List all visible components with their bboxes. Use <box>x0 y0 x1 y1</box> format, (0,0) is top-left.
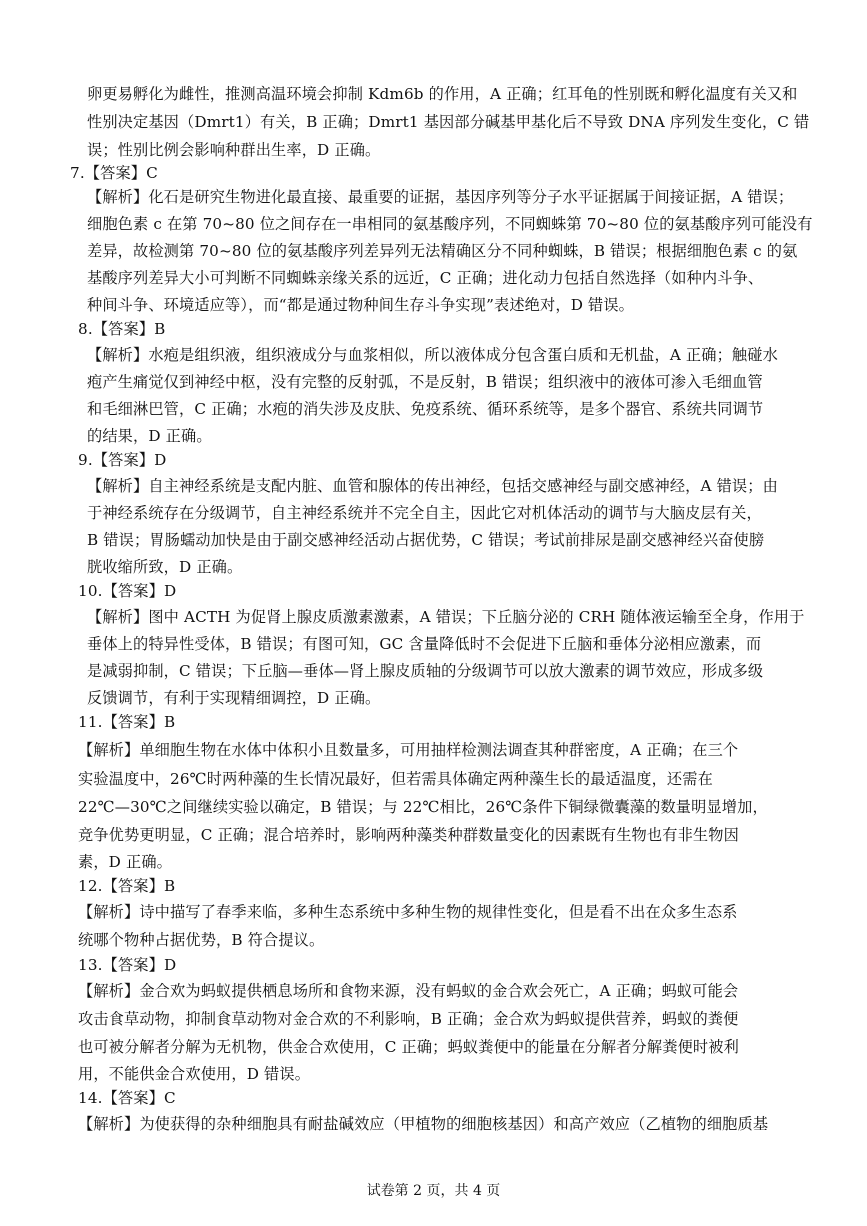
text-line: 误；性别比例会影响种群出生率，D 正确。 <box>87 141 381 159</box>
text-line: 差异，故检测第 70~80 位的氨基酸序列差异列无法精确区分不同种蜘蛛，B 错误；根据细胞色素 c 的氨 <box>87 242 798 260</box>
explanation-line: 【解析】为使获得的杂种细胞具有耐盐碱效应（甲植物的细胞核基因）和高产效应（乙植物的细胞质基 <box>78 1115 769 1133</box>
text-line: 胱收缩所致，D 正确。 <box>87 558 243 576</box>
text-line: 反馈调节，有利于实现精细调控，D 正确。 <box>87 689 381 707</box>
text-line: 卵更易孵化为雌性，推测高温环境会抑制 Kdm6b 的作用，A 正确；红耳龟的性别既和孵化温度有关又和 <box>87 85 798 103</box>
answer-line-11: 11.【答案】B <box>78 713 176 731</box>
answer-line-7: 7.【答案】C <box>70 164 158 182</box>
text-line: 于神经系统存在分级调节，自主神经系统并不完全自主，因此它对机体活动的调节与大脑皮层有关， <box>87 504 762 522</box>
text-line: 垂体上的特异性受体，B 错误；有图可知，GC 含量降低时不会促进下丘脑和垂体分泌相应激素，而 <box>87 635 762 653</box>
answer-line-14: 14.【答案】C <box>78 1089 176 1107</box>
text-line: 竞争优势更明显，C 正确；混合培养时，影响两种藻类种群数量变化的因素既有生物也有非生物因 <box>78 826 739 844</box>
text-line: 实验温度中，26℃时两种藻的生长情况最好，但若需具体确定两种藻生长的最适温度，还需在 <box>78 770 713 788</box>
text-line: 种间斗争、环境适应等），而“都是通过物种间生存斗争实现”表述绝对，D 错误。 <box>87 296 635 314</box>
text-line: 和毛细淋巴管，C 正确；水疱的消失涉及皮肤、免疫系统、循环系统等，是多个器官、系统共同调节 <box>87 400 764 418</box>
text-line: 22℃—30℃之间继续实验以确定，B 错误；与 22℃相比，26℃条件下铜绿微囊藻的数量明显增加， <box>78 798 768 816</box>
text-line: 细胞色素 c 在第 70~80 位之间存在一串相同的氨基酸序列，不同蜘蛛第 70~80 位的氨基酸序列可能没有 <box>87 215 813 233</box>
answer-line-13: 13.【答案】D <box>78 956 177 974</box>
text-line: 性别决定基因（Dmrt1）有关，B 正确；Dmrt1 基因部分碱基甲基化后不导致 DNA 序列发生变化，C 错 <box>87 113 810 131</box>
text-line: 是减弱抑制，C 错误；下丘脑—垂体—肾上腺皮质轴的分级调节可以放大激素的调节效应，形成多级 <box>87 662 764 680</box>
explanation-line: 【解析】水疱是组织液，组织液成分与血浆相似，所以液体成分包含蛋白质和无机盐，A 正确；触碰水 <box>87 346 778 364</box>
explanation-line: 【解析】诗中描写了春季来临，多种生态系统中多种生物的规律性变化，但是看不出在众多生态系 <box>78 903 738 921</box>
text-line: B 错误；胃肠蠕动加快是由于副交感神经活动占据优势，C 错误；考试前排尿是副交感神经兴奋使膀 <box>87 531 765 549</box>
answer-line-10: 10.【答案】D <box>78 582 177 600</box>
text-line: 素，D 正确。 <box>78 853 172 871</box>
text-line: 疱产生痛觉仅到神经中枢，没有完整的反射弧，不是反射，B 错误；组织液中的液体可渗入毛细血管 <box>87 373 763 391</box>
answer-line-8: 8.【答案】B <box>78 320 166 338</box>
explanation-line: 【解析】自主神经系统是支配内脏、血管和腺体的传出神经，包括交感神经与副交感神经，A 错误；由 <box>87 477 778 495</box>
text-line: 统哪个物种占据优势，B 符合提议。 <box>78 931 325 949</box>
explanation-line: 【解析】单细胞生物在水体中体积小且数量多，可用抽样检测法调查其种群密度，A 正确；在三个 <box>78 741 739 759</box>
text-line: 攻击食草动物，抑制食草动物对金合欢的不利影响，B 正确；金合欢为蚂蚁提供营养，蚂蚁的粪便 <box>78 1010 739 1028</box>
explanation-line: 【解析】金合欢为蚂蚁提供栖息场所和食物来源，没有蚂蚁的金合欢会死亡，A 正确；蚂蚁可能会 <box>78 982 739 1000</box>
text-line: 基酸序列差异大小可判断不同蜘蛛亲缘关系的远近，C 正确；进化动力包括自然选择（如种内斗争、 <box>87 269 764 287</box>
text-line: 用，不能供金合欢使用，D 错误。 <box>78 1065 311 1083</box>
text-line: 也可被分解者分解为无机物，供金合欢使用，C 正确；蚂蚁粪便中的能量在分解者分解粪便时被利 <box>78 1038 739 1056</box>
explanation-line: 【解析】图中 ACTH 为促肾上腺皮质激素激素，A 错误；下丘脑分泌的 CRH 随体液运输至全身，作用于 <box>87 608 805 626</box>
answer-line-12: 12.【答案】B <box>78 877 176 895</box>
page-footer: 试卷第 2 页，共 4 页 <box>366 1183 501 1199</box>
answer-line-9: 9.【答案】D <box>78 451 167 469</box>
text-line: 的结果，D 正确。 <box>87 427 212 445</box>
explanation-line: 【解析】化石是研究生物进化最直接、最重要的证据，基因序列等分子水平证据属于间接证据，A 错误； <box>87 188 794 206</box>
